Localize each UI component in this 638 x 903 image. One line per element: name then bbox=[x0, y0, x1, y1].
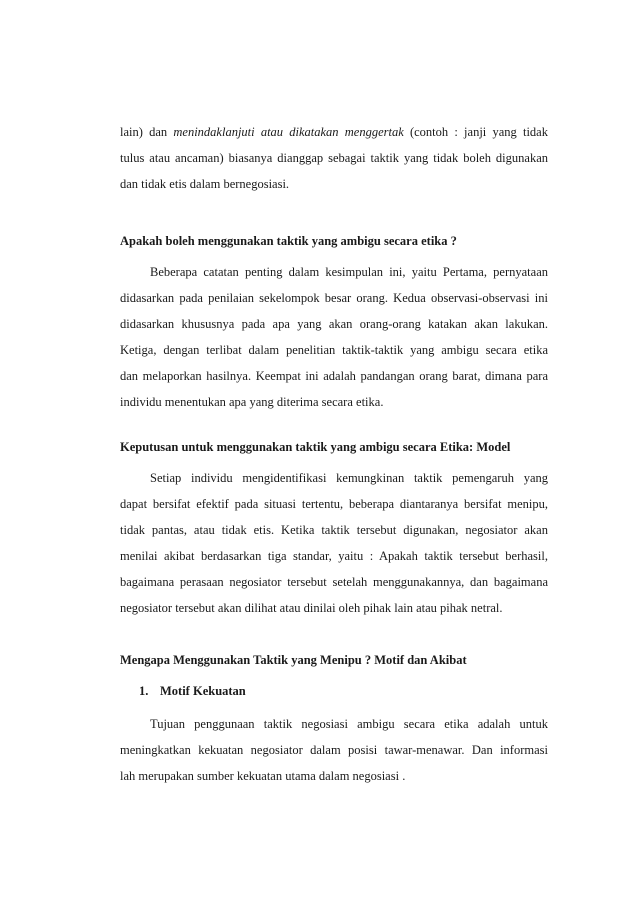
paragraph-line: lah merupakan sumber kekuatan utama dalam negosiasi . bbox=[120, 769, 406, 783]
paragraph-line: Tujuan penggunaan taktik negosiasi ambigu secara etika adalah untuk bbox=[150, 717, 548, 731]
paragraph-line: Ketiga, dengan terlibat dalam penelitian taktik-taktik yang ambigu secara etika bbox=[120, 343, 548, 357]
list-number: 1. bbox=[139, 684, 149, 698]
paragraph-line: bagaimana perasaan negosiator tersebut setelah menggunakannya, dan bagaimana bbox=[120, 575, 548, 589]
paragraph-line: Setiap individu mengidentifikasi kemungkinan taktik pemengaruh yang bbox=[150, 471, 548, 485]
paragraph-line: Beberapa catatan penting dalam kesimpulan ini, yaitu Pertama, pernyataan bbox=[150, 265, 548, 279]
paragraph-line: menilai akibat berdasarkan tiga standar, yaitu : Apakah taktik tersebut berhasil, bbox=[120, 549, 548, 563]
paragraph-line: didasarkan khususnya pada apa yang akan orang-orang katakan akan lakukan. bbox=[120, 317, 548, 331]
heading-text: Keputusan untuk menggunakan taktik yang ambigu secara Etika: Model bbox=[120, 440, 511, 454]
paragraph-line: tidak pantas, atau tidak etis. Ketika taktik tersebut digunakan, negosiator akan bbox=[120, 523, 548, 537]
paragraph-line: dan tidak etis dalam bernegosiasi. bbox=[120, 177, 290, 191]
paragraph-line: individu menentukan apa yang diterima secara etika. bbox=[120, 395, 384, 409]
paragraph-line bbox=[120, 124, 548, 140]
text-span: lain) dan bbox=[120, 125, 174, 139]
paragraph-line: didasarkan pada penilaian sekelompok besar orang. Kedua observasi-observasi ini bbox=[120, 291, 548, 305]
paragraph-line: tulus atau ancaman) biasanya dianggap sebagai taktik yang tidak boleh digunakan bbox=[120, 151, 548, 165]
heading-text: Mengapa Menggunakan Taktik yang Menipu ? Motif dan Akibat bbox=[120, 653, 467, 667]
italic-text-span: menindaklanjuti atau dikatakan menggertak bbox=[173, 125, 404, 139]
text-span: (contoh : janji yang tidak bbox=[403, 125, 548, 139]
heading-text: Apakah boleh menggunakan taktik yang ambigu secara etika ? bbox=[120, 234, 457, 248]
paragraph-line: dan melaporkan hasilnya. Keempat ini adalah pandangan orang barat, dimana para bbox=[120, 369, 548, 383]
list-label: Motif Kekuatan bbox=[160, 684, 246, 698]
paragraph-line: meningkatkan kekuatan negosiator dalam posisi tawar-menawar. Dan informasi bbox=[120, 743, 548, 757]
numbered-list-item bbox=[120, 684, 548, 700]
paragraph-line: negosiator tersebut akan dilihat atau dinilai oleh pihak lain atau pihak netral. bbox=[120, 601, 503, 615]
paragraph-line: dapat bersifat efektif pada situasi tertentu, beberapa diantaranya bersifat menipu, bbox=[120, 497, 548, 511]
